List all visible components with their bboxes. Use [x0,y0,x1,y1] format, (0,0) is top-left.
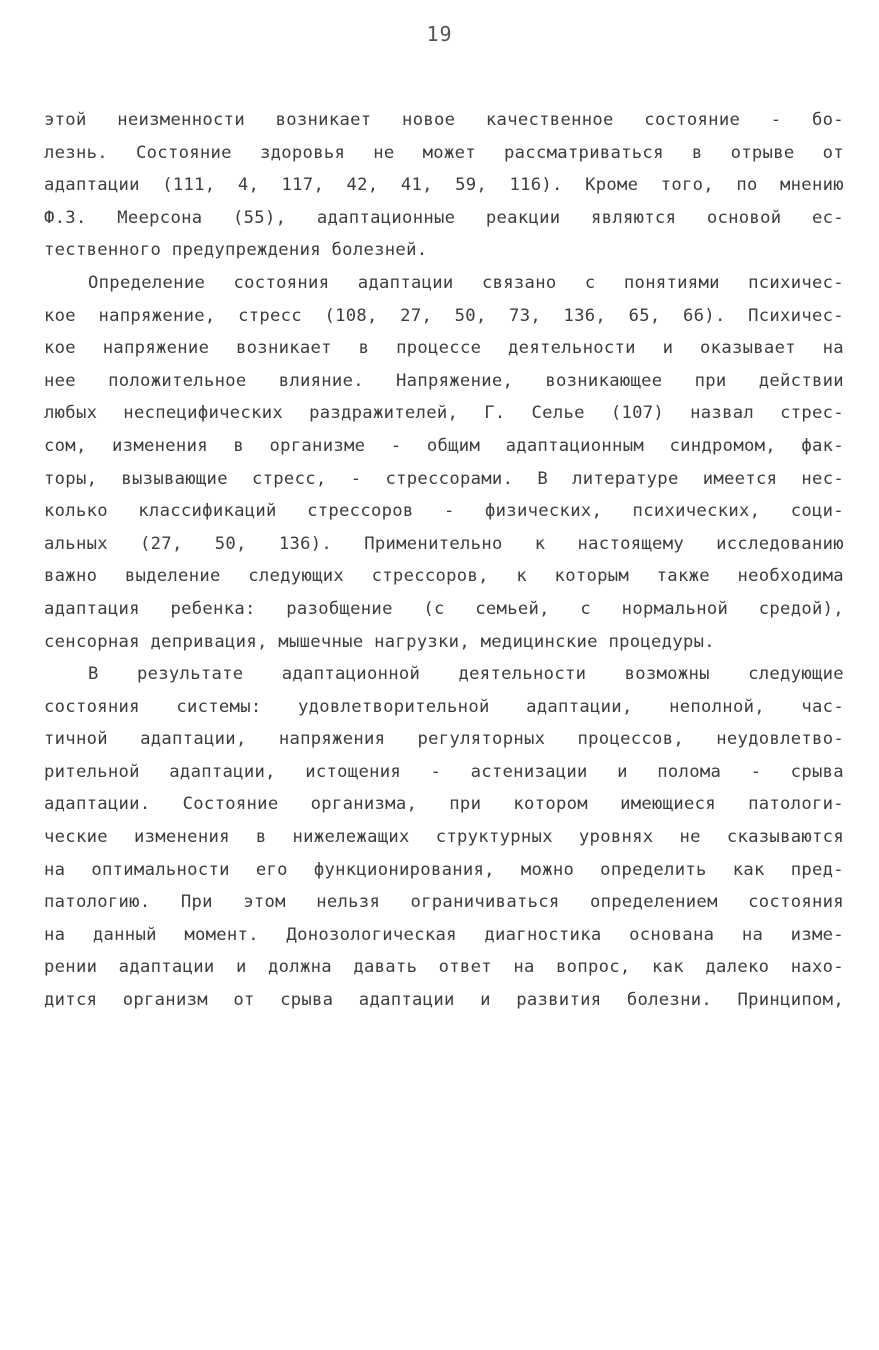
word: Психичес- [748,305,844,326]
word: к [516,566,527,587]
word: при [449,794,482,815]
word: предупреждения [171,240,321,261]
word: полома [657,761,722,782]
word: оптимальности [91,859,230,880]
word: (108, [324,305,378,326]
word: в [233,435,244,456]
word: литературе [572,468,679,489]
text-line [44,560,844,593]
word: стрессоров [307,501,414,522]
word: неизменности [117,110,245,130]
word: 65, [628,305,661,326]
word: срыва [790,761,844,782]
word: лезнь. [44,142,108,163]
word: (55), [233,207,287,228]
word: деятельности [458,664,587,685]
word: на [513,957,535,978]
word: в [691,142,703,163]
word: связано [481,272,557,293]
word: адаптации [44,175,140,196]
word: настоящему [577,533,684,554]
word: и [662,338,674,359]
word: Применительно [364,533,503,554]
word: 117, [281,175,325,196]
word: имеющиеся [620,794,716,815]
word: Напряжение, [396,370,514,391]
word: назвал [690,403,755,424]
word: раздражителей, [309,403,459,424]
word: далеко [705,957,770,978]
word: должна [268,957,332,978]
word: сенсорная [44,631,140,652]
word: и [235,957,247,978]
word: Принципом, [737,990,844,1011]
word: адаптации. [44,794,151,815]
word: с [584,272,596,293]
word: адаптации, [526,696,633,717]
word: рассматриваться [504,142,664,163]
text-line [44,886,844,919]
word: изменения [133,827,230,848]
word: В [88,664,99,685]
text-line [44,234,844,267]
word: вопрос, [556,957,631,978]
word: 116). [509,175,563,196]
word: процессов, [577,729,684,750]
word: семьей, [475,598,550,619]
text-line [44,430,844,463]
word: 73, [509,305,541,326]
word: напряжения [278,729,386,750]
word: не [679,827,701,848]
word: уровнях [578,827,654,848]
word: важно [44,566,98,587]
word: процессе [396,338,482,359]
word: неспецифических [123,403,284,424]
word: возможны [624,664,710,685]
word: тичной [44,729,108,750]
word: действии [758,370,844,391]
text-line [44,951,844,984]
word: неполной, [669,696,765,717]
word: 136). [278,533,333,554]
word: астенизации [470,761,588,782]
word: данный [92,924,157,945]
word: на [822,338,844,359]
word: дится [44,990,98,1011]
word: на [44,924,66,945]
text-line [44,365,844,398]
word: Меерсона [117,207,203,228]
text-line [44,919,844,952]
word: адаптационные [316,207,456,228]
word: определением [589,892,718,913]
word: нахо- [790,957,844,978]
word: структурных [435,827,553,848]
word: от [233,990,255,1011]
word: состояния [233,272,330,293]
word: напряжение, [98,305,216,326]
word: к [534,533,546,554]
word: мнению [780,175,844,196]
text-line [44,104,844,137]
word: - [750,761,762,782]
word: 50, [454,305,487,326]
word: адаптации [358,990,455,1011]
word: состояние [644,110,741,130]
word: срыва [280,990,334,1011]
word: возникает [275,110,372,130]
word: синдромом, [669,435,776,456]
word: организм [122,990,208,1011]
word: давать [353,957,418,978]
word: фак- [801,435,844,456]
word: рительной [44,761,140,782]
word: удовлетворительной [297,696,490,717]
word: ребенка: [170,598,256,619]
word: физических, [485,501,603,522]
word: мышечные [278,631,364,652]
text-line [44,137,844,170]
word: функционирования, [313,859,495,880]
word: как [732,859,765,880]
word: результате [136,664,244,685]
text-line [44,658,844,691]
word: общим [426,435,481,456]
word: следующие [748,664,844,685]
text-line [44,300,844,333]
word: 50, [214,533,247,554]
word: также [656,566,710,587]
word: адаптационной [281,664,421,685]
text-line [44,332,844,365]
word: при [694,370,727,391]
word: которым [554,566,630,587]
word: час- [801,696,844,717]
word: в [255,827,267,848]
word: истощения [305,761,402,782]
word: сом, [44,435,87,456]
page-number: 19 [426,22,453,46]
word: ограничиваться [410,892,560,913]
word: болезней. [331,240,428,261]
word: рении [44,957,98,978]
word: оказывает [700,338,796,359]
word: адаптации [118,957,215,978]
word: Г. [484,403,506,424]
word: нормальной [621,598,729,619]
text-line [44,593,844,626]
word: регуляторных [417,729,546,750]
text-line [44,723,844,756]
word: стресс, [251,468,327,489]
word: основой [706,207,782,228]
word: по [736,175,758,196]
word: котором [513,794,588,815]
word: необходима [737,566,844,587]
word: 41, [400,175,433,196]
word: стрес- [780,403,844,424]
word: - [430,761,442,782]
word: (107) [610,403,665,424]
word: альных [44,533,108,554]
word: кое [44,305,76,326]
word: следующих [248,566,345,587]
word: 66). [683,305,726,326]
word: организма, [310,794,418,815]
word: стрессорами. [385,468,514,489]
word: новое [402,110,456,130]
word: пред- [790,859,844,880]
text-line [44,202,844,235]
word: изменения [112,435,208,456]
word: адаптация [44,598,140,619]
text-line [44,756,844,789]
word: нее [44,370,76,391]
text-line [44,854,844,887]
word: диагностика [484,924,602,945]
word: сказываются [726,827,844,848]
word: процедуры. [608,631,715,652]
word: торы, [44,468,98,489]
text-line [44,626,844,659]
word: того, [660,175,714,196]
word: основана [629,924,715,945]
word: его [255,859,288,880]
text-line [44,169,844,202]
word: этой [44,110,87,130]
word: патологи- [748,794,844,815]
word: Селье [531,403,585,424]
word: развития [516,990,602,1011]
word: адаптации, [169,761,276,782]
word: 136, [563,305,607,326]
word: средой), [758,598,844,619]
text-line [44,495,844,528]
word: системы: [176,696,262,717]
word: классификаций [138,501,277,522]
word: определить [600,859,707,880]
word: патологию. [44,892,151,913]
word: любых [44,403,98,424]
word: бо- [812,110,844,130]
word: психических, [632,501,761,522]
word: нес- [801,468,844,489]
word: влияние. [278,370,364,391]
word: может [422,142,476,163]
word: Состояние [182,794,279,815]
word: состояния [748,892,844,913]
text-line [44,984,844,1017]
word: соци- [790,501,844,522]
word: положительное [108,370,247,391]
word: как [652,957,684,978]
word: 42, [346,175,379,196]
word: в [358,338,370,359]
word: ческие [44,827,108,848]
word: 59, [455,175,488,196]
word: и [480,990,491,1011]
word: исследованию [716,533,844,554]
word: депривация, [150,631,268,652]
word: нижележащих [292,827,410,848]
word: возникает [236,338,332,359]
word: имеется [702,468,778,489]
word: на [741,924,764,945]
word: стрессоров, [371,566,489,587]
word: разобщение [286,598,393,619]
word: - [770,110,782,130]
word: (27, [140,533,183,554]
word: выделение [124,566,221,587]
word: нельзя [316,892,381,913]
word: с [580,598,592,619]
word: качественное [485,110,614,130]
word: болезни. [626,990,713,1011]
text-line [44,463,844,496]
word: вызывающие [121,468,228,489]
text-line [44,397,844,430]
word: момент. [184,924,259,945]
word: организме [269,435,366,456]
word: ответ [438,957,492,978]
word: тественного [44,240,162,261]
text-line [44,267,844,300]
word: адаптации [357,272,454,293]
text-line [44,528,844,561]
word: от [822,142,844,163]
word: адаптационным [505,435,644,456]
word: (111, [162,175,216,196]
word: изме- [790,924,844,945]
text-line [44,788,844,821]
word: Кроме [585,175,639,196]
word: колько [44,501,108,522]
word: - [350,468,362,489]
word: - [443,501,455,522]
word: В [537,468,548,489]
word: адаптации, [140,729,247,750]
word: напряжение [102,338,210,359]
word: состояния [44,696,140,717]
word: реакции [485,207,561,228]
word: (с [423,598,445,619]
word: медицинские [480,631,598,652]
word: стресс [238,305,302,326]
word: неудовлетво- [716,729,844,750]
text-line [44,691,844,724]
word: психичес- [748,272,844,293]
word: на [44,859,66,880]
word: возникающее [545,370,663,391]
word: не [373,142,395,163]
word: нагрузки, [374,631,470,652]
word: Ф.З. [44,207,87,228]
text-line [44,821,844,854]
word: При [180,892,213,913]
body-text [44,104,844,1017]
word: 27, [400,305,433,326]
word: Определение [88,272,206,293]
word: деятельности [508,338,636,359]
word: отрыве [730,142,795,163]
word: кое [44,338,76,359]
word: Состояние [136,142,232,163]
word: этом [243,892,286,913]
word: ес- [812,207,844,228]
word: Донозологическая [286,924,457,945]
word: здоровья [259,142,346,163]
word: 4, [237,175,260,196]
word: и [617,761,628,782]
word: понятиями [623,272,720,293]
word: можно [520,859,575,880]
word: - [390,435,402,456]
word: являются [591,207,677,228]
